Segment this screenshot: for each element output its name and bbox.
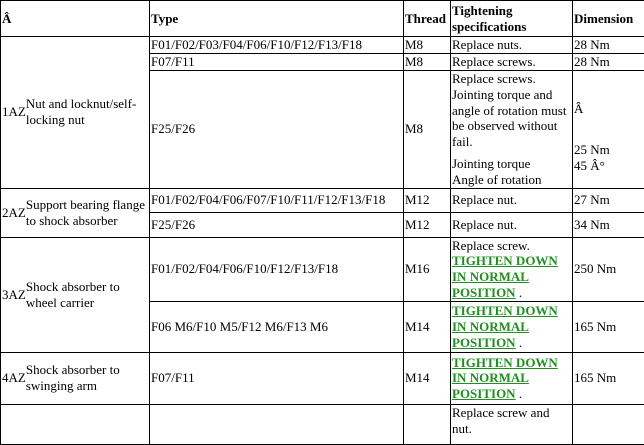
dimension-cell: 34 Nm xyxy=(573,212,644,237)
pos-cell xyxy=(1,404,150,444)
pos-cell-1az xyxy=(1,37,150,189)
dimension-cell: 165 Nm xyxy=(573,352,644,404)
thread-cell: M14 xyxy=(404,352,451,404)
spec-cell: Replace nut. xyxy=(451,212,573,237)
pos-description: Support bearing flange to shock absorber xyxy=(26,197,147,229)
spec-cell: Replace screws. xyxy=(451,54,573,71)
spec-text: Replace screw. xyxy=(452,238,570,254)
dimension-cell: 27 Nm xyxy=(573,188,644,212)
spec-cell xyxy=(451,237,573,301)
tighten-down-link[interactable]: TIGHTEN DOWN IN NORMAL POSITION xyxy=(452,355,558,402)
spec-cell: Replace nuts. xyxy=(451,37,573,54)
pos-cell-2az xyxy=(1,188,150,237)
table-row xyxy=(1,188,644,212)
spec-cell xyxy=(451,71,573,189)
type-cell: F25/F26 xyxy=(150,71,404,189)
thread-cell: M8 xyxy=(404,54,451,71)
dimension-value: Â xyxy=(574,101,644,117)
link-suffix: . xyxy=(516,386,523,401)
spec-cell xyxy=(451,352,573,404)
pos-description: Shock absorber to wheel carrier xyxy=(26,279,147,311)
pos-cell-3az xyxy=(1,237,150,352)
pos-number: 1AZ xyxy=(2,104,26,120)
type-cell: F07/F11 xyxy=(150,352,404,404)
spec-angle-of-rotation: Angle of rotation xyxy=(452,172,570,188)
type-cell: F01/F02/F04/F06/F10/F12/F13/F18 xyxy=(150,237,404,301)
dimension-torque-value: 25 Nm xyxy=(574,142,644,158)
tighten-down-link[interactable]: TIGHTEN DOWN IN NORMAL POSITION xyxy=(452,253,558,300)
table-row xyxy=(1,352,644,404)
pos-cell-4az xyxy=(1,352,150,404)
thread-cell: M14 xyxy=(404,301,451,352)
dimension-cell: 28 Nm xyxy=(573,37,644,54)
type-cell: F07/F11 xyxy=(150,54,404,71)
dimension-cell xyxy=(573,71,644,189)
thread-cell xyxy=(404,404,451,444)
link-suffix: . xyxy=(516,335,523,350)
pos-number: 4AZ xyxy=(2,370,26,386)
header-spec: Tightening specifications xyxy=(451,1,573,37)
dimension-cell: 165 Nm xyxy=(573,301,644,352)
pos-number: 3AZ xyxy=(2,287,26,303)
header-thread: Thread xyxy=(404,1,451,37)
pos-description: Shock absorber to swinging arm xyxy=(26,362,147,394)
thread-cell: M16 xyxy=(404,237,451,301)
tighten-down-link[interactable]: TIGHTEN DOWN IN NORMAL POSITION xyxy=(452,303,558,350)
header-pos: Â xyxy=(1,1,150,37)
spec-jointing-torque: Jointing torque xyxy=(452,156,570,172)
spec-cell: Replace nut. xyxy=(451,188,573,212)
dimension-cell: 28 Nm xyxy=(573,54,644,71)
type-cell: F06 M6/F10 M5/F12 M6/F13 M6 xyxy=(150,301,404,352)
table-row xyxy=(1,37,644,54)
spec-cell xyxy=(451,301,573,352)
spec-cell: Replace screw and nut. xyxy=(451,404,573,444)
type-cell: F01/F02/F03/F04/F06/F10/F12/F13/F18 xyxy=(150,37,404,54)
thread-cell: M12 xyxy=(404,188,451,212)
type-cell: F01/F02/F04/F06/F07/F10/F11/F12/F13/F18 xyxy=(150,188,404,212)
header-dimension: Dimension xyxy=(573,1,644,37)
dimension-cell xyxy=(573,404,644,444)
dimension-angle-value: 45 Â° xyxy=(574,158,644,174)
pos-number: 2AZ xyxy=(2,205,26,221)
thread-cell: M8 xyxy=(404,71,451,189)
table-row xyxy=(1,404,644,444)
link-suffix: . xyxy=(516,285,523,300)
table-row xyxy=(1,237,644,301)
header-row xyxy=(1,1,644,37)
thread-cell: M8 xyxy=(404,37,451,54)
type-cell xyxy=(150,404,404,444)
thread-cell: M12 xyxy=(404,212,451,237)
pos-description: Nut and locknut/self-locking nut xyxy=(26,96,147,128)
dimension-cell: 250 Nm xyxy=(573,237,644,301)
spec-text: Replace screws. Jointing torque and angle of rotation must be observed without fail. xyxy=(452,71,570,150)
type-cell: F25/F26 xyxy=(150,212,404,237)
header-type: Type xyxy=(150,1,404,37)
